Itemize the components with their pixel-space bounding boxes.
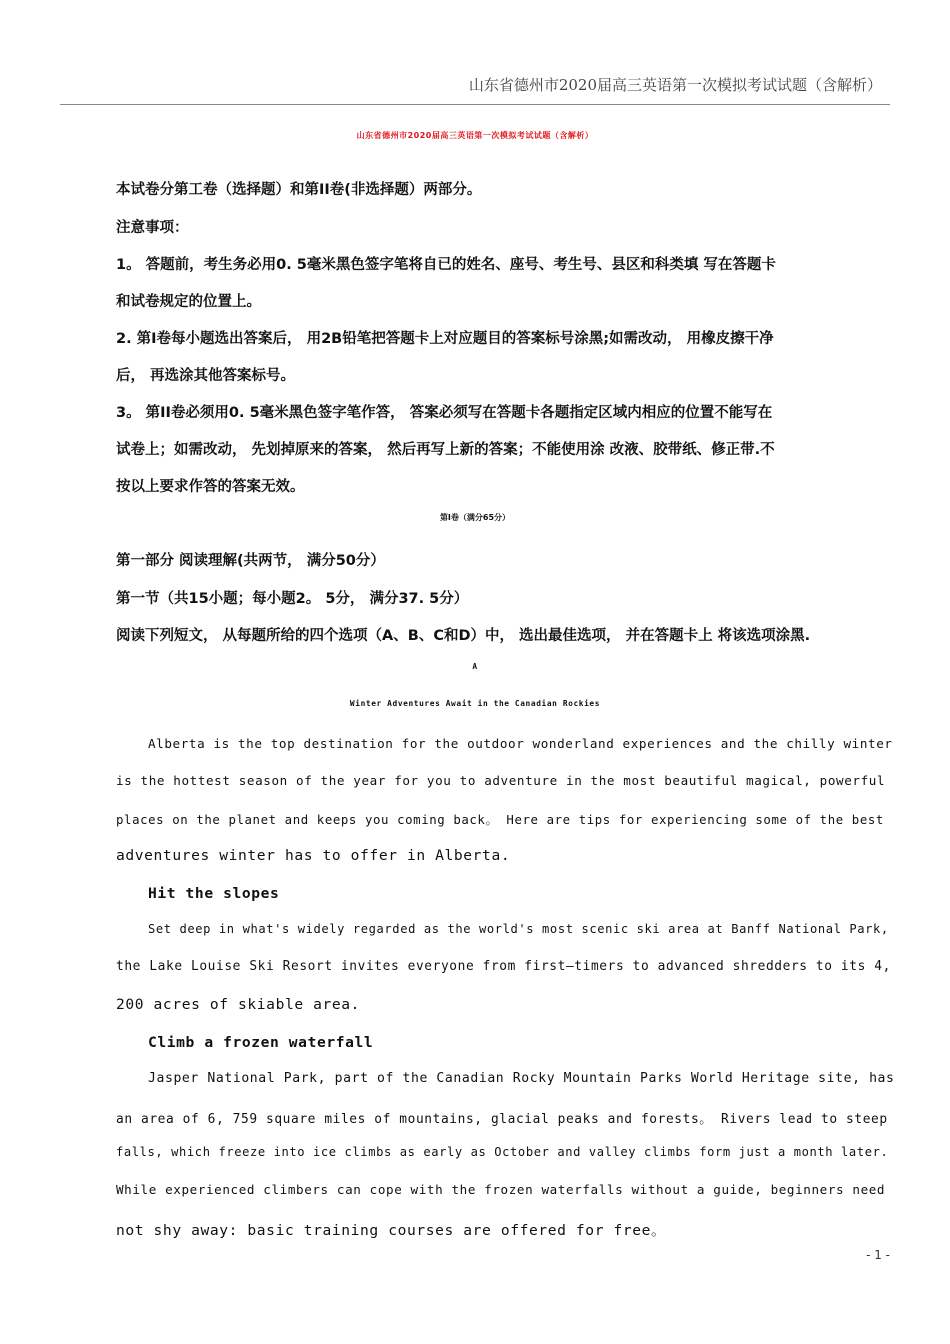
passage-title: Winter Adventures Await in the Canadian Rockies xyxy=(349,699,601,708)
note-3-line-2: 试卷上；如需改动， 先划掉原来的答案， 然后再写上新的答案；不能使用涂 改液、胶带纸、修正带.不 xyxy=(116,442,775,458)
intro-parts: 本试卷分第工卷（选择题）和第II卷(非选择题）两部分。 xyxy=(116,182,482,198)
volume-heading: 第I卷（满分65分） xyxy=(439,513,511,522)
note-3-line-3: 按以上要求作答的答案无效。 xyxy=(116,479,305,495)
paragraph-1-line: adventures winter has to offer in Alberta. xyxy=(116,847,511,864)
note-1-line-2: 和试卷规定的位置上。 xyxy=(116,294,261,310)
note-2-line-2: 后， 再选涂其他答案标号。 xyxy=(116,368,296,384)
part-heading: 第一部分 阅读理解(共两节， 满分50分） xyxy=(116,553,385,569)
paragraph-3-line: While experienced climbers can cope with the frozen waterfalls without a guide, beginners need xyxy=(116,1182,886,1197)
subsection-heading: 第一节（共15小题；每小题2。 5分， 满分37. 5分） xyxy=(116,591,469,607)
subheading-climb-frozen-waterfall: Climb a frozen waterfall xyxy=(148,1034,374,1051)
paragraph-2-line: 200 acres of skiable area. xyxy=(116,996,361,1013)
note-1-line-1: 1。 答题前，考生务必用0. 5毫米黑色签字笔将自已的姓名、座号、考生号、县区和科类填 写在答题卡 xyxy=(116,257,776,273)
paragraph-3-line: an area of 6, 759 square miles of mountains, glacial peaks and forests。 Rivers lead to steep xyxy=(116,1112,888,1127)
paragraph-1-line: is the hottest season of the year for you to adventure in the most beautiful magical, powerful xyxy=(116,773,886,788)
passage-label: A xyxy=(472,662,478,671)
header-divider xyxy=(60,104,890,105)
paragraph-1-line: places on the planet and keeps you coming back。 Here are tips for experiencing some of the best xyxy=(116,813,884,827)
paragraph-2-line: the Lake Louise Ski Resort invites everyone from first—timers to advanced shredders to its 4, xyxy=(116,959,891,974)
reading-instructions: 阅读下列短文， 从每题所给的四个选项（A、B、C和D）中， 选出最佳选项， 并在答题卡上 将该选项涂黑. xyxy=(116,628,811,644)
document-title: 山东省德州市2020届高三英语第一次模拟考试试题（含解析） xyxy=(356,131,594,140)
paragraph-3-line: Jasper National Park, part of the Canadian Rocky Mountain Parks World Heritage site, has xyxy=(148,1071,895,1086)
page-number: - 1 - xyxy=(866,1248,890,1262)
running-header: 山东省德州市2020届高三英语第一次模拟考试试题（含解析） xyxy=(468,76,882,94)
paragraph-2-line: Set deep in what's widely regarded as the world's most scenic ski area at Banff National Park, xyxy=(148,922,889,936)
paragraph-3-line: falls, which freeze into ice climbs as early as October and valley climbs form just a month later. xyxy=(116,1145,889,1159)
paragraph-1-line: Alberta is the top destination for the outdoor wonderland experiences and the chilly winter xyxy=(148,736,893,751)
paragraph-3-line: not shy away: basic training courses are offered for free。 xyxy=(116,1222,667,1239)
note-2-line-1: 2. 第I卷每小题选出答案后， 用2B铅笔把答题卡上对应题目的答案标号涂黑;如需改动， 用橡皮擦干净 xyxy=(116,331,774,347)
note-3-line-1: 3。 第II卷必须用0. 5毫米黑色签字笔作答， 答案必须写在答题卡各题指定区域内相应的位置不能写在 xyxy=(116,405,773,421)
subheading-hit-the-slopes: Hit the slopes xyxy=(148,885,280,902)
notice-heading: 注意事项： xyxy=(116,220,189,236)
